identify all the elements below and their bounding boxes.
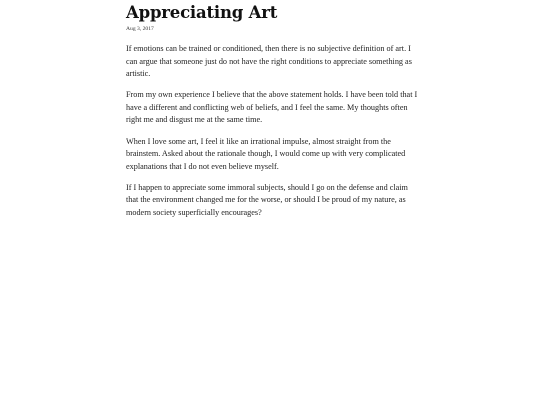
post-title: Appreciating Art [126, 3, 278, 22]
post-body [126, 43, 418, 220]
post-paragraph: If I happen to appreciate some immoral subjects, should I go on the defense and claim that the environment changed me for the worse, or should I be proud of my nature, as modern society superficially encourages? [126, 182, 408, 218]
post-paragraph: If emotions can be trained or conditioned, then there is no subjective definition of art. I can argue that someone just do not have the right conditions to appreciate something as artistic. [126, 44, 412, 79]
post-date: Aug 3, 2017 [126, 26, 154, 32]
post-paragraph: From my own experience I believe that the above statement holds. I have been told that I have a different and conflicting web of beliefs, and I feel the same. My thoughts often right me and disgust me at the same time. [126, 90, 418, 125]
blog-post [126, 2, 418, 228]
post-paragraph: When I love some art, I feel it like an irrational impulse, almost straight from the brainstem. Asked about the rationale though, I would come up with very complicated explanations that I do not even believe myself. [126, 136, 406, 171]
